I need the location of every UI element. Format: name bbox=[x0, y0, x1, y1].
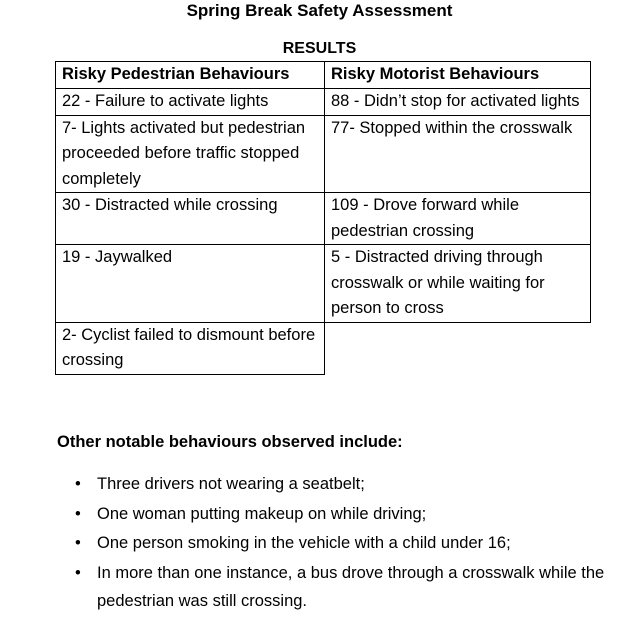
table-cell-motorist: 5 - Distracted driving through crosswalk or while waiting for person to cross bbox=[325, 245, 591, 323]
column-header-motorist: Risky Motorist Behaviours bbox=[325, 62, 591, 89]
notes-list bbox=[62, 470, 632, 615]
list-item-text: One woman putting makeup on while driving; bbox=[97, 504, 427, 523]
table-header-row bbox=[56, 62, 591, 89]
list-item bbox=[62, 500, 632, 530]
bullet-icon: • bbox=[75, 563, 81, 582]
table-cell-empty bbox=[325, 322, 591, 374]
bullet-icon: • bbox=[75, 504, 81, 523]
list-item bbox=[62, 529, 632, 559]
table-cell-motorist: 88 - Didn’t stop for activated lights bbox=[325, 89, 591, 116]
column-header-pedestrian: Risky Pedestrian Behaviours bbox=[56, 62, 325, 89]
table-cell-motorist: 77- Stopped within the crosswalk bbox=[325, 115, 591, 193]
bullet-icon: • bbox=[75, 534, 81, 552]
list-item-text: Three drivers not wearing a seatbelt; bbox=[97, 475, 365, 493]
list-item bbox=[62, 470, 632, 500]
table-cell-motorist: 109 - Drove forward while pedestrian crossing bbox=[325, 193, 591, 245]
table-row bbox=[56, 322, 591, 374]
results-heading: RESULTS bbox=[282, 40, 357, 57]
table-row bbox=[56, 115, 591, 193]
list-item bbox=[62, 559, 632, 615]
document-title: Spring Break Safety Assessment bbox=[186, 1, 453, 20]
list-item-text: In more than one instance, a bus drove through a crosswalk while the pedestrian was still crossing. bbox=[97, 563, 605, 610]
results-table bbox=[55, 61, 591, 375]
table-cell-pedestrian: 7- Lights activated but pedestrian proceeded before traffic stopped completely bbox=[56, 115, 325, 193]
table-cell-pedestrian: 30 - Distracted while crossing bbox=[56, 193, 325, 245]
table-row bbox=[56, 245, 591, 323]
notes-heading: Other notable behaviours observed include: bbox=[57, 433, 403, 451]
list-item-text: One person smoking in the vehicle with a child under 16; bbox=[97, 534, 511, 552]
table-cell-pedestrian: 2- Cyclist failed to dismount before crossing bbox=[56, 322, 325, 374]
table-cell-pedestrian: 19 - Jaywalked bbox=[56, 245, 325, 323]
bullet-icon: • bbox=[75, 475, 81, 493]
table-cell-pedestrian: 22 - Failure to activate lights bbox=[56, 89, 325, 116]
table-row bbox=[56, 193, 591, 245]
table-row bbox=[56, 89, 591, 116]
